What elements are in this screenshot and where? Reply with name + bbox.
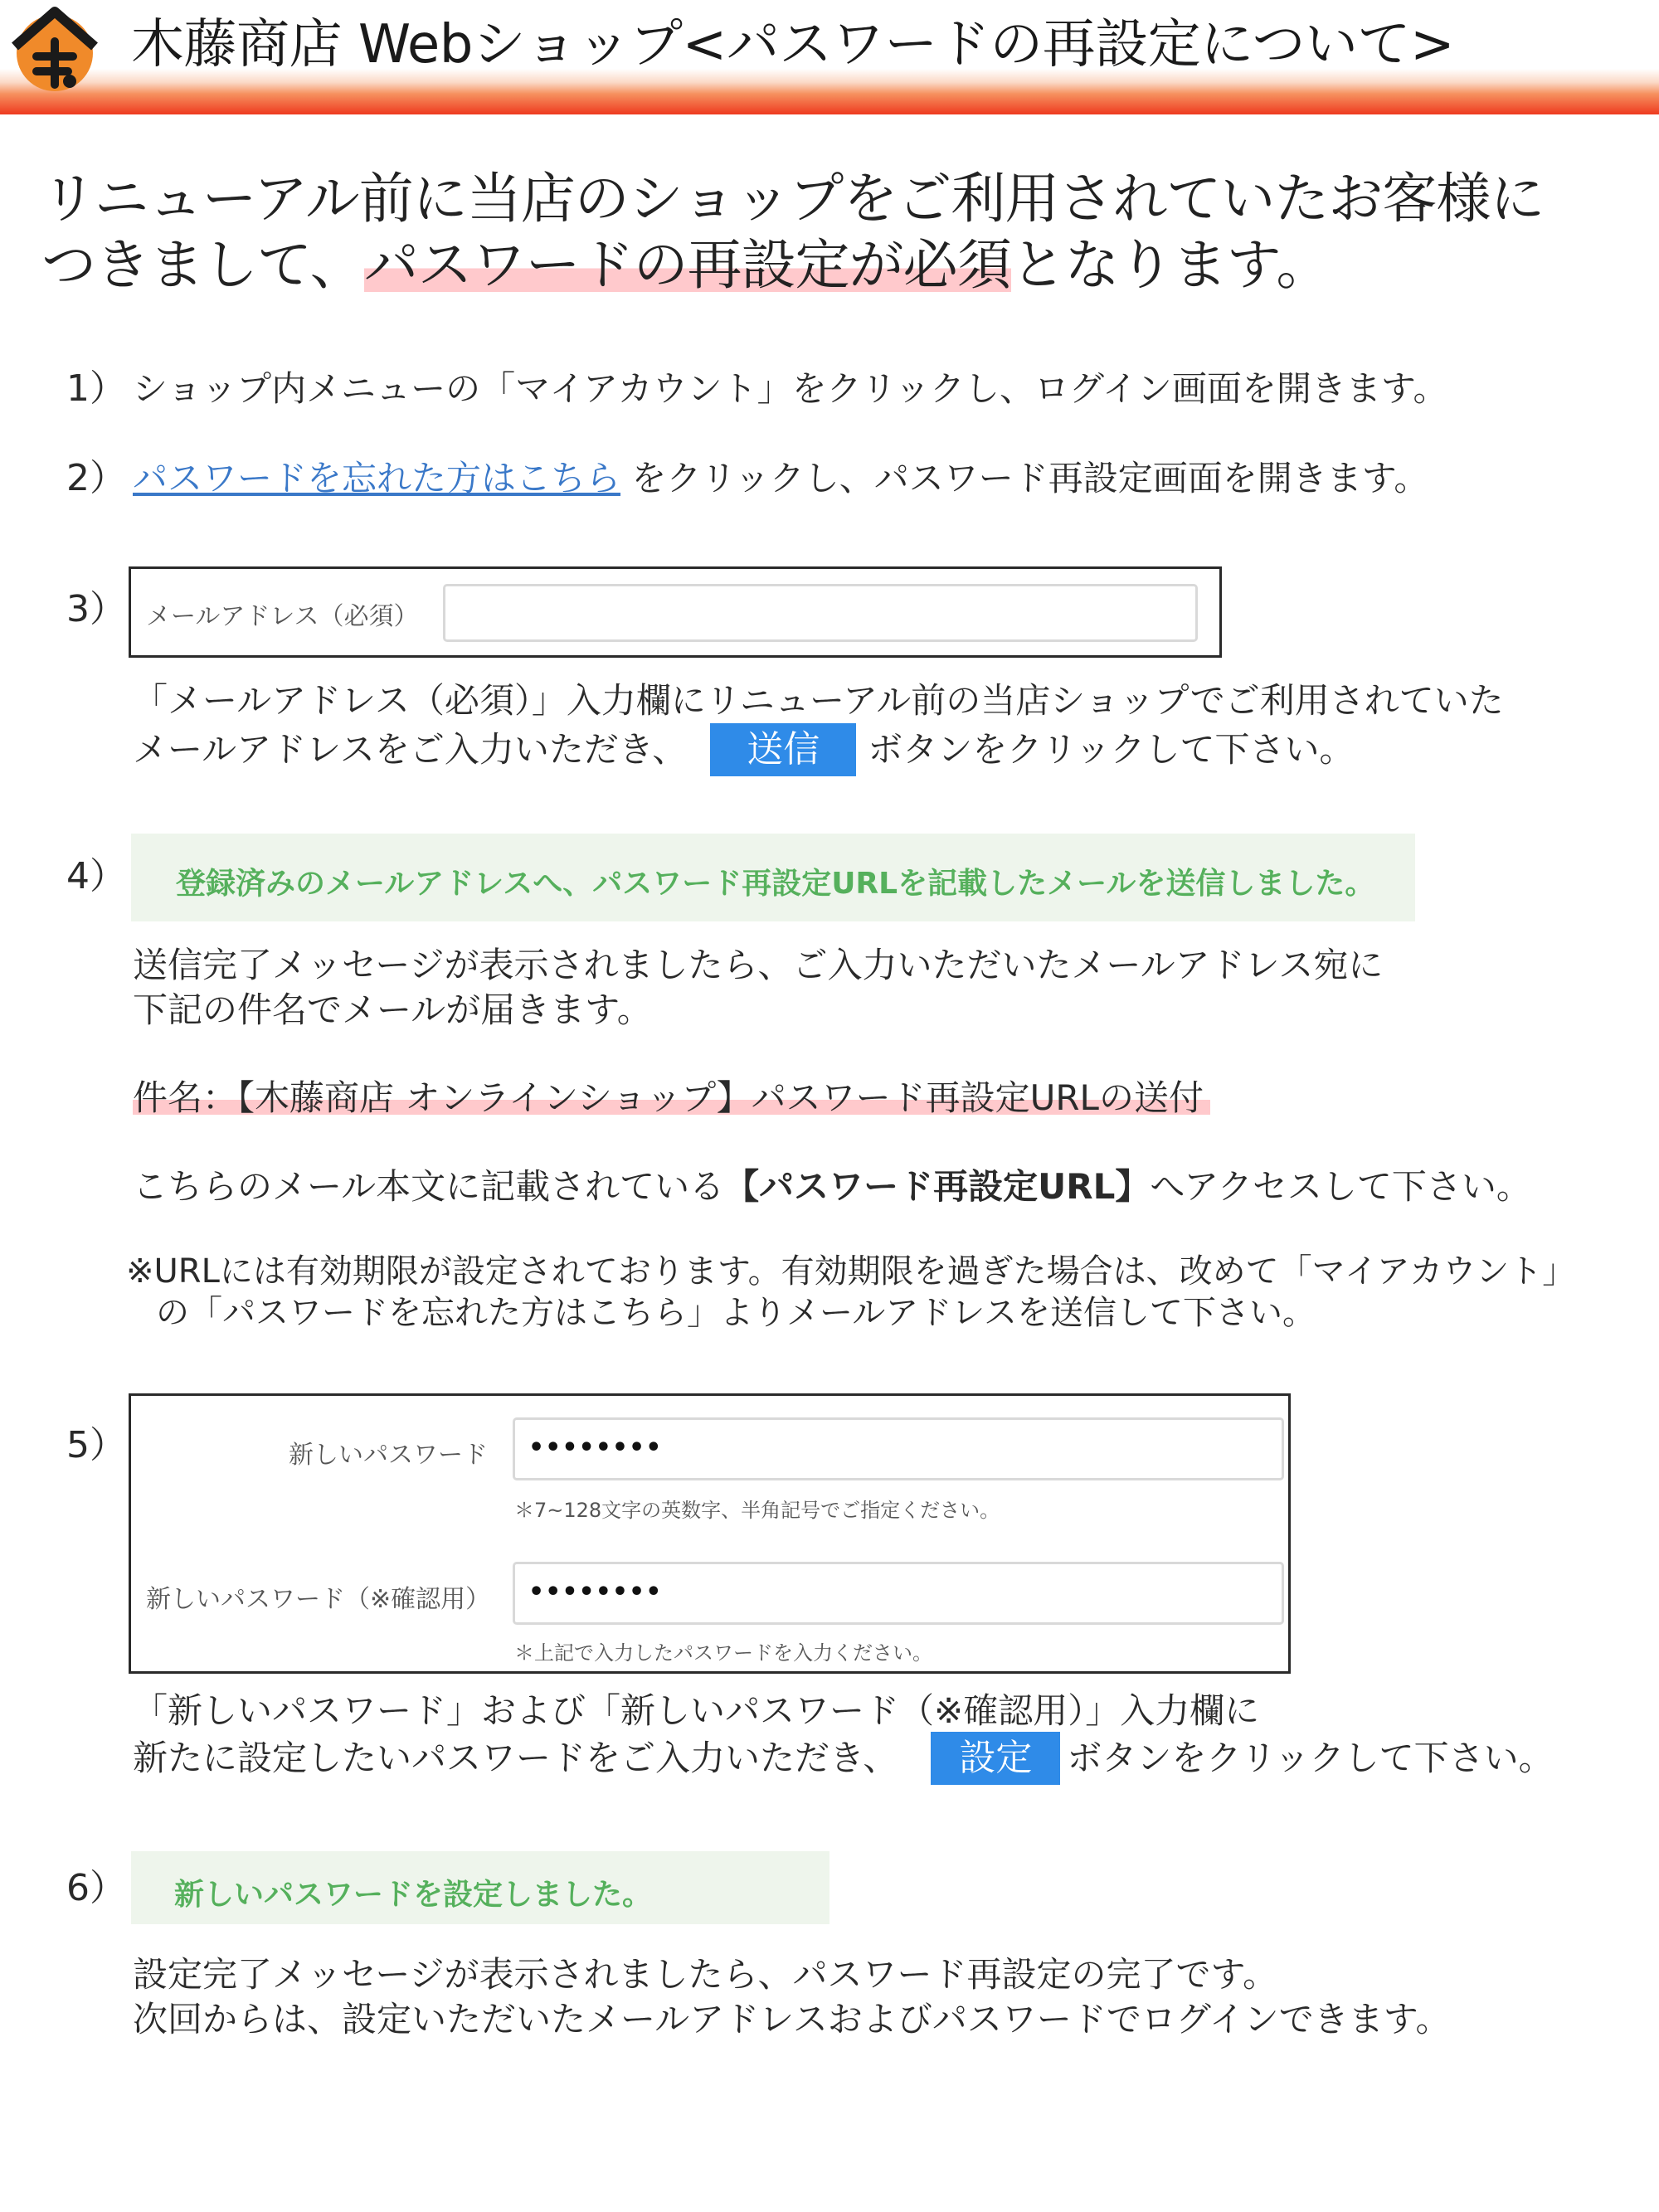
step-2-line [133,456,1428,501]
step-4-body-suffix: へアクセスして下さい。 [1150,1166,1531,1207]
new-password-field[interactable] [513,1417,1284,1480]
confirm-password-value: •••••••• [528,1578,663,1607]
lead-highlight: パスワードの再設定が必須 [363,233,1011,297]
step-4-note-1: ※URLには有効期限が設定されております。有効期限を過ぎた場合は、改めて「マイアカウント」 [126,1252,1576,1291]
email-field[interactable] [443,584,1198,642]
step-4-body [133,1164,1531,1209]
step-4-desc-2: 下記の件名でメールが届きます。 [133,989,652,1030]
reset-url-label: 【パスワード再設定URL】 [724,1166,1151,1207]
email-subject [133,1076,1210,1121]
email-field-label: メールアドレス（必須） [146,602,419,631]
new-password-value: •••••••• [528,1433,663,1462]
step-4-number: 4） [66,855,126,897]
step-3-number: 3） [66,588,126,630]
email-subject-text: 件名：【木藤商店 オンラインショップ】パスワード再設定URLの送付 [133,1077,1210,1118]
step-3-desc-2-suffix: ボタンをクリックして下さい。 [868,729,1355,770]
step-3-desc-2 [133,723,1355,776]
forgot-password-link[interactable]: パスワードを忘れた方はこちら [133,458,621,498]
step-4-note-2: の「パスワードを忘れた方はこちら」よりメールアドレスを送信して下さい。 [156,1294,1316,1332]
send-button[interactable]: 送信 [710,723,856,776]
set-password-button[interactable]: 設定 [931,1732,1060,1785]
lead-line-2-prefix: つきまして、 [41,233,364,297]
step-5-desc-1: 「新しいパスワード」および「新しいパスワード（※確認用）」入力欄に [133,1690,1260,1731]
step-1-text: ショップ内メニューの「マイアカウント」をクリックし、ログイン画面を開きます。 [133,368,1448,409]
step-4-body-prefix: こちらのメール本文に記載されている [133,1166,725,1207]
step-5-desc-2 [133,1732,1554,1785]
page-title: 木藤商店 Webショップ<パスワードの再設定について> [131,14,1455,75]
new-password-hint: ＊7~128文字の英数字、半角記号でご指定ください。 [514,1499,1000,1522]
password-set-message-box [131,1851,830,1924]
step-5-desc-2-suffix: ボタンをクリックして下さい。 [1067,1738,1554,1778]
step-3-desc-1: 「メールアドレス（必須）」入力欄にリニューアル前の当店ショップでご利用されていた [133,680,1504,721]
lead-line-2-suffix: となります。 [1010,233,1331,297]
step-6-desc-1: 設定完了メッセージが表示されましたら、パスワード再設定の完了です。 [133,1954,1278,1995]
step-2-number: 2） [66,457,126,499]
confirm-password-label: 新しいパスワード（※確認用） [146,1585,491,1614]
lead-line-2 [41,232,1330,299]
lead-line-1: リニューアル前に当店のショップをご利用されていたお客様に [41,167,1545,231]
password-set-message: 新しいパスワードを設定しました。 [174,1878,653,1912]
step-6-number: 6） [66,1867,126,1909]
email-form-screenshot [129,566,1222,658]
step-1-number: 1） [66,367,126,410]
step-5-desc-2-prefix: 新たに設定したいパスワードをご入力いただき、 [133,1738,898,1778]
step-2-text: をクリックし、パスワード再設定画面を開きます。 [631,458,1429,498]
step-6-desc-2: 次回からは、設定いただいたメールアドレスおよびパスワードでログインできます。 [133,1999,1451,2039]
confirm-password-hint: ＊上記で入力したパスワードを入力ください。 [514,1641,932,1665]
confirm-password-field[interactable] [513,1562,1284,1625]
step-5-number: 5） [66,1424,126,1466]
email-sent-message: 登録済みのメールアドレスへ、パスワード再設定URLを記載したメールを送信しました。 [176,867,1375,901]
email-sent-message-box [131,834,1415,921]
step-3-desc-2-prefix: メールアドレスをご入力いただき、 [133,729,688,770]
step-4-desc-1: 送信完了メッセージが表示されましたら、ご入力いただいたメールアドレス宛に [133,945,1384,985]
shop-logo-icon [8,5,101,98]
new-password-label: 新しいパスワード [289,1441,488,1470]
password-form-screenshot [129,1393,1291,1674]
